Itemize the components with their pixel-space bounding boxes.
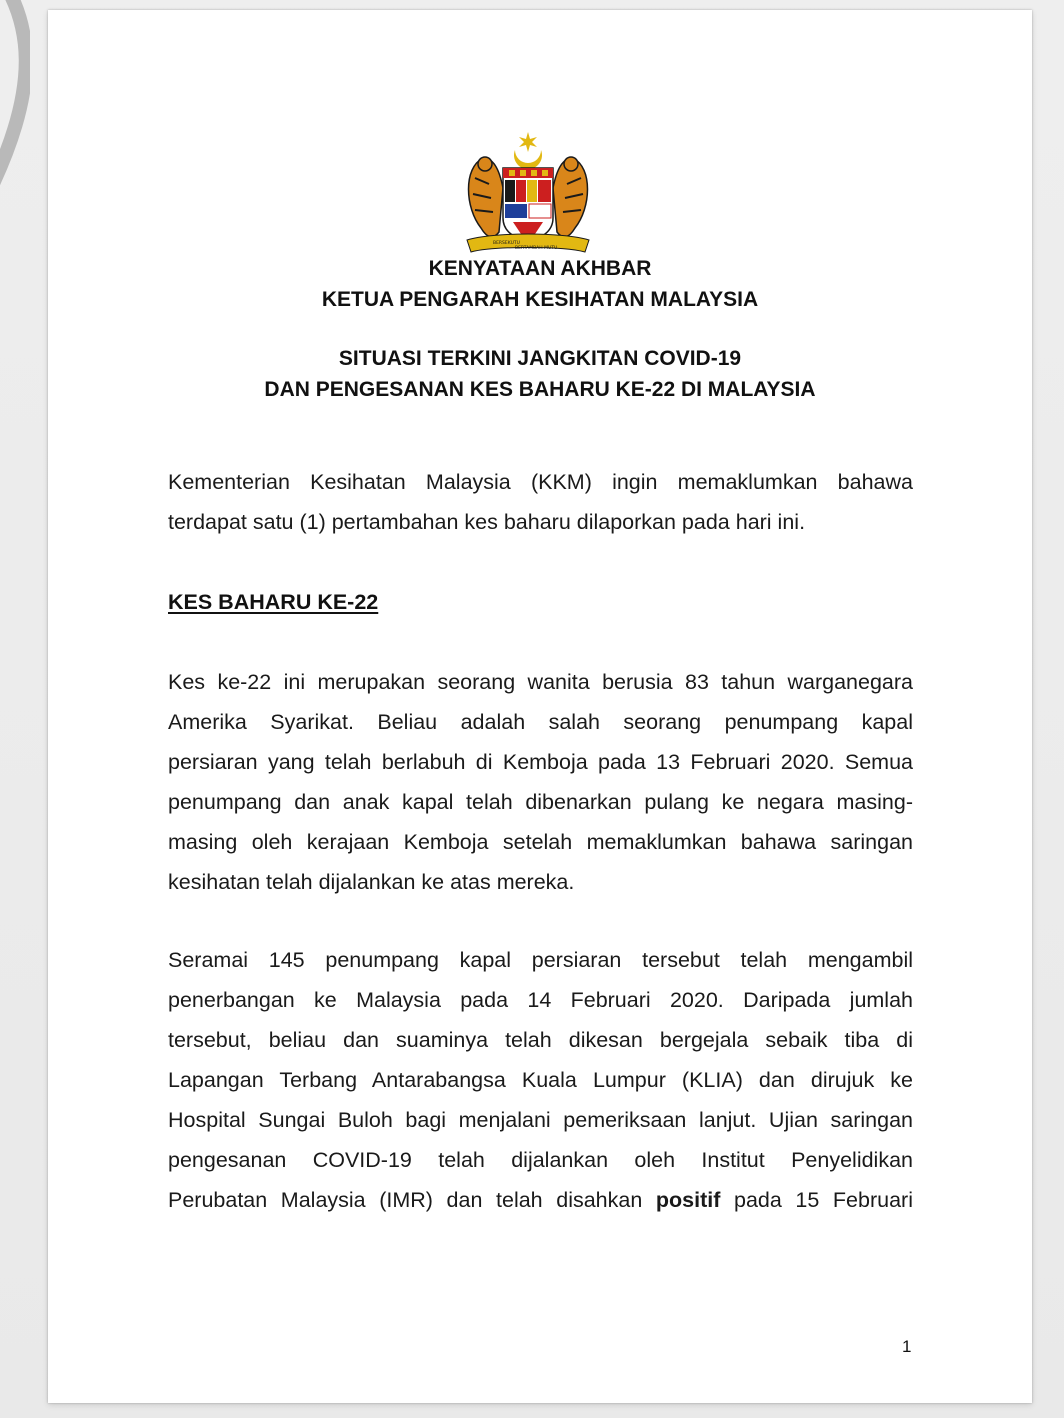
bold-text: positif (655, 1188, 721, 1212)
paragraph-line: Seramai 145 penumpang kapal persiaran tersebut telah mengambil (168, 948, 913, 972)
paragraph-line: Amerika Syarikat. Beliau adalah salah seorang penumpang kapal (168, 710, 913, 734)
paragraph-line: Kementerian Kesihatan Malaysia (KKM) ingin memaklumkan bahawa (168, 470, 913, 494)
scroll-edge-curve (0, 0, 30, 190)
paragraph-line: terdapat satu (1) pertambahan kes baharu dilaporkan pada hari ini. (168, 510, 806, 534)
intro-paragraph (168, 462, 913, 542)
title-line: DAN PENGESANAN KES BAHARU KE-22 DI MALAYSIA (264, 378, 816, 401)
paragraph-line: Lapangan Terbang Antarabangsa Kuala Lumpur (KLIA) dan dirujuk ke (168, 1068, 913, 1092)
press-statement-heading (48, 253, 1032, 315)
paragraph-line: kesihatan telah dijalankan ke atas mereka. (168, 870, 575, 894)
paragraph-line: masing oleh kerajaan Kemboja setelah memaklumkan bahawa saringan (168, 830, 913, 854)
flight-paragraph (168, 940, 913, 1220)
heading-line: KENYATAAN AKHBAR (428, 257, 652, 280)
malaysia-coat-of-arms-icon (453, 128, 603, 268)
paragraph-line (168, 1180, 913, 1220)
heading-line: KETUA PENGARAH KESIHATAN MALAYSIA (321, 288, 759, 311)
text-segment: pada 15 Februari (733, 1188, 913, 1212)
title-line: SITUASI TERKINI JANGKITAN COVID-19 (338, 347, 742, 370)
paragraph-line: Kes ke-22 ini merupakan seorang wanita berusia 83 tahun warganegara (168, 670, 913, 694)
paragraph-line: penumpang dan anak kapal telah dibenarkan pulang ke negara masing- (168, 790, 913, 814)
paragraph-line: tersebut, beliau dan suaminya telah dikesan bergejala sebaik tiba di (168, 1028, 913, 1052)
svg-text:BERSEKUTU: BERSEKUTU (493, 241, 520, 246)
page-number: 1 (902, 1337, 912, 1356)
section-heading: KES BAHARU KE-22 (168, 590, 379, 614)
case-paragraph (168, 662, 913, 902)
document-page[interactable] (48, 10, 1032, 1403)
document-title (48, 343, 1032, 405)
text-segment: Perubatan Malaysia (IMR) dan telah disahkan (168, 1188, 643, 1212)
svg-text:BERTAMBAH MUTU: BERTAMBAH MUTU (515, 246, 558, 251)
paragraph-line: penerbangan ke Malaysia pada 14 Februari 2020. Daripada jumlah (168, 988, 913, 1012)
paragraph-line: Hospital Sungai Buloh bagi menjalani pemeriksaan lanjut. Ujian saringan (168, 1108, 913, 1132)
paragraph-line: persiaran yang telah berlabuh di Kemboja pada 13 Februari 2020. Semua (168, 750, 913, 774)
paragraph-line: pengesanan COVID-19 telah dijalankan oleh Institut Penyelidikan (168, 1148, 913, 1172)
